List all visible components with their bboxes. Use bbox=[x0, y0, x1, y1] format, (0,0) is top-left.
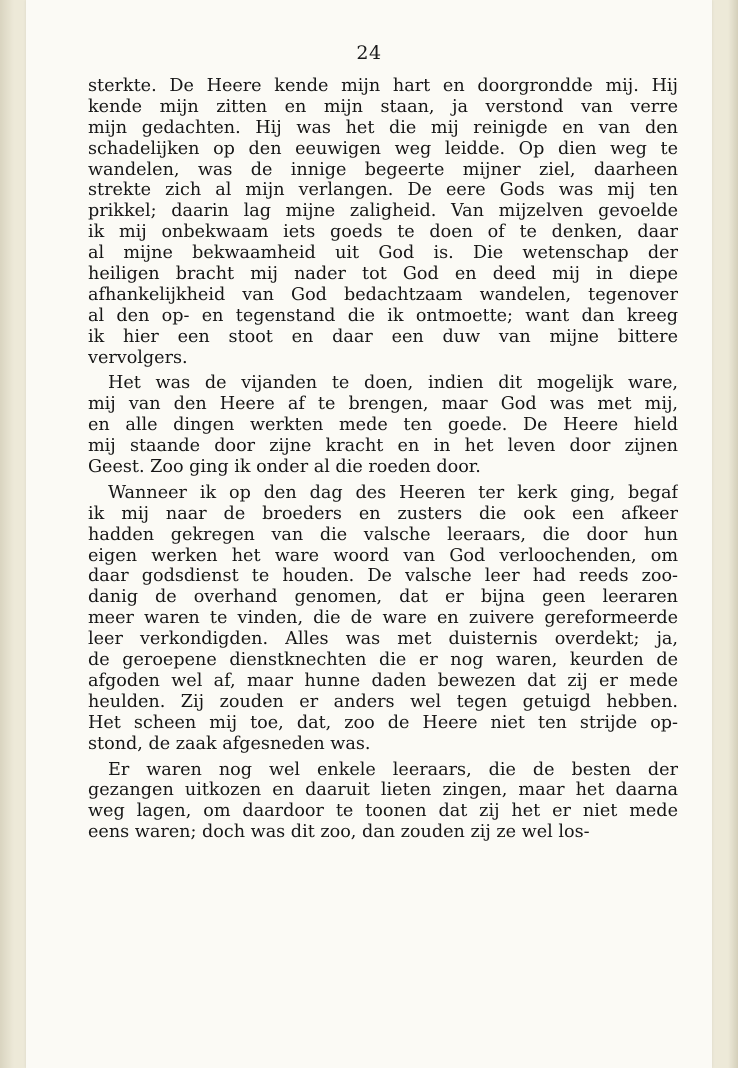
text-line: heiligen bracht mij nader tot God en deed mij in diepe bbox=[88, 264, 678, 285]
text-line: ik mij naar de broeders en zusters die ook een afkeer bbox=[88, 503, 678, 524]
text-line: de geroepene dienstknechten die er nog waren, keurden de bbox=[88, 650, 678, 671]
paragraph bbox=[88, 760, 678, 844]
paragraph bbox=[88, 76, 678, 368]
text-line: schadelijken op den eeuwigen weg leidde. Op dien weg te bbox=[88, 138, 678, 159]
text-line: kende mijn zitten en mijn staan, ja verstond van verre bbox=[88, 96, 678, 117]
text-line: weg lagen, om daardoor te toonen dat zij het er niet mede bbox=[88, 801, 678, 822]
text-line: vervolgers. bbox=[88, 347, 188, 368]
text-line: al den op- en tegenstand die ik ontmoette; want dan kreeg bbox=[88, 305, 678, 326]
text-line: stond, de zaak afgesneden was. bbox=[88, 733, 371, 754]
text-line: ik mij onbekwaam iets goeds te doen of te denken, daar bbox=[88, 222, 678, 243]
text-line: eens waren; doch was dit zoo, dan zouden zij ze wel los- bbox=[88, 822, 590, 843]
text-line: Geest. Zoo ging ik onder al die roeden door. bbox=[88, 457, 481, 478]
scan-edge-left bbox=[0, 0, 14, 1068]
book-page bbox=[26, 0, 712, 1068]
text-line: danig de overhand genomen, dat er bijna geen leeraren bbox=[88, 587, 678, 608]
text-line: ik hier een stoot en daar een duw van mijne bittere bbox=[88, 326, 678, 347]
text-line: daar godsdienst te houden. De valsche leer had reeds zoo- bbox=[88, 566, 678, 587]
text-line: strekte zich al mijn verlangen. De eere Gods was mij ten bbox=[88, 180, 678, 201]
text-line: Het was de vijanden te doen, indien dit mogelijk ware, bbox=[108, 373, 678, 394]
text-line: afgoden wel af, maar hunne daden bewezen dat zij er mede bbox=[88, 670, 678, 691]
text-line: Er waren nog wel enkele leeraars, die de besten der bbox=[108, 759, 678, 780]
text-line: afhankelijkheid van God bedachtzaam wandelen, tegenover bbox=[88, 284, 678, 305]
text-line: prikkel; daarin lag mijne zaligheid. Van mijzelven gevoelde bbox=[88, 201, 678, 222]
text-line: Wanneer ik op den dag des Heeren ter kerk ging, begaf bbox=[108, 482, 678, 503]
page-number: 24 bbox=[356, 42, 382, 64]
text-line: sterkte. De Heere kende mijn hart en doorgrondde mij. Hij bbox=[88, 76, 678, 96]
text-line: en alle dingen werkten mede ten goede. De Heere hield bbox=[88, 415, 678, 436]
text-line: heulden. Zij zouden er anders wel tegen getuigd hebben. bbox=[88, 691, 678, 712]
text-line: al mijne bekwaamheid uit God is. Die wetenschap der bbox=[88, 243, 678, 264]
text-line: mijn gedachten. Hij was het die mij reinigde en van den bbox=[88, 117, 678, 138]
text-line: gezangen uitkozen en daaruit lieten zingen, maar het daarna bbox=[88, 780, 678, 801]
paragraph bbox=[88, 483, 678, 755]
scan-edge-right bbox=[728, 0, 738, 1068]
page-body-text bbox=[88, 76, 678, 848]
text-line: eigen werken het ware woord van God verloochenden, om bbox=[88, 545, 678, 566]
text-line: hadden gekregen van die valsche leeraars, die door hun bbox=[88, 524, 678, 545]
text-line: meer waren te vinden, die de ware en zuivere gereformeerde bbox=[88, 608, 678, 629]
text-line: mij staande door zijne kracht en in het leven door zijnen bbox=[88, 436, 678, 457]
paragraph bbox=[88, 373, 678, 477]
text-line: Het scheen mij toe, dat, zoo de Heere niet ten strijde op- bbox=[88, 712, 678, 733]
text-line: leer verkondigden. Alles was met duisternis overdekt; ja, bbox=[88, 629, 678, 650]
text-line: mij van den Heere af te brengen, maar God was met mij, bbox=[88, 394, 678, 415]
text-line: wandelen, was de innige begeerte mijner ziel, daarheen bbox=[88, 159, 678, 180]
